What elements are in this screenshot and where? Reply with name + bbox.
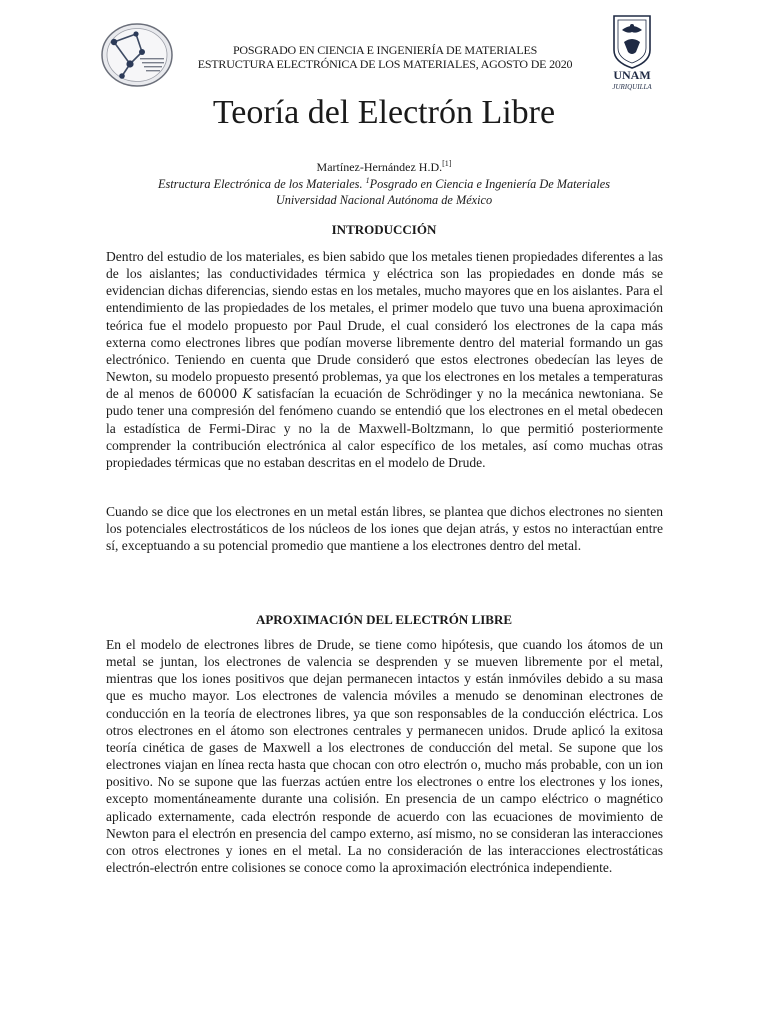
header-course-line: ESTRUCTURA ELECTRÓNICA DE LOS MATERIALES, AGOSTO DE 2020 xyxy=(197,56,573,71)
section-heading-intro: INTRODUCCIÓN xyxy=(331,222,437,237)
author-name: Martínez-Hernández H.D. xyxy=(316,160,443,174)
intro-paragraph-2: Cuando se dice que los electrones en un metal están libres, se plantea que dichos electrones no sienten los potenciales electrostáticos de los núcleos de los iones que dejan atrás, y estos no interactúan entre sí, exceptuando a su potencial promedio que mantiene a los electrones dentro del metal. xyxy=(106,504,663,554)
intro-paragraph-1: Dentro del estudio de los materiales, es bien sabido que los metales tienen propiedades diferentes a las de los aislantes; las conductividades térmica y eléctrica son las propiedades en donde más se evidencian dichas diferencias, siendo estas en los metales, mucho mayores que en los aislantes. Para el entendimiento de las propiedades de los metales, el primer modelo que tuvo una buena aproximación teórica fue el modelo propuesto por Paul Drude, el cual consideró los electrones de la capa más externa como electrones libres que podían moverse libremente dentro del material formando un gas electrónico. Teniendo en cuenta que Drude consideró que estos electrones obedecían las leyes de Newton, su modelo propuesto presentó problemas, ya que los electrones en los metales a temperaturas de al menos de 60000 K satisfacían la ecuación de Schrödinger y no la mecánica newtoniana. Se pudo tener una compresión del fenómeno cuando se entendió que los electrones en el metal obedecen la estadística de Fermi-Dirac y no la de Maxwell-Boltzmann, lo que permitió posteriormente comprender la contribución electrónica al calor específico de los metales, así como muchas otras propiedades térmicas que no estaban descritas en el modelo de Drude. xyxy=(106,249,664,470)
affiliation-line-2: Universidad Nacional Autónoma de México xyxy=(275,192,493,207)
math-number: 60000 xyxy=(197,386,238,402)
author-line xyxy=(0,160,768,175)
header-block xyxy=(175,44,595,71)
institute-seal-logo xyxy=(100,22,174,88)
author-ref: [1] xyxy=(442,159,452,168)
svg-text:JURIQUILLA: JURIQUILLA xyxy=(612,83,652,91)
header-program-line: POSGRADO EN CIENCIA E INGENIERÍA DE MATERIALES xyxy=(232,43,538,57)
affiliation-line-1: Estructura Electrónica de los Materiales. $^1$Posgrado en Ciencia e Ingeniería De Materiales xyxy=(157,175,611,191)
math-unit: K xyxy=(242,386,252,402)
affiliation-block xyxy=(100,177,668,208)
unam-shield-logo xyxy=(606,12,658,92)
paper-title: Teoría del Electrón Libre xyxy=(212,94,556,131)
approximation-paragraph-1: En el modelo de electrones libres de Drude, se tiene como hipótesis, que cuando los átomos de un metal se juntan, los electrones de valencia se desprenden y se mueven libremente por el metal, mientras que los iones positivos que dejan permanecen intactos y están inmóviles debido a su masa que es mucho mayor. Los electrones de valencia móviles a menudo se denominan electrones de conducción en la teoría de electrones libres, ya que son responsables de la conducción eléctrica. Los otros electrones en el átomo son electrones centrales y permanecen unidos. Drude aplicó la exitosa teoría cinética de gases de Maxwell a los electrones de conducción del metal. Se supone que los electrones viajan en línea recta hasta que chocan con otro electrón o, mucho más probable, con un ion positivo. No se supone que las fuerzas actúen entre los electrones o entre los electrones y los iones, excepto momentáneamente durante una colisión. En presencia de un campo eléctrico o magnético aplicado externamente, cada electrón responde de acuerdo con las ecuaciones de movimiento de Newton para el electrón en presencia del campo externo, así mismo, no se consideran las interacciones con otros electrones y iones en el metal. La no consideración de las interacciones electrostáticas electrón-electrón entre colisiones se conoce como la aproximación electrónica independiente. xyxy=(106,637,663,876)
section-heading-approximation: APROXIMACIÓN DEL ELECTRÓN LIBRE xyxy=(255,612,513,627)
svg-text:UNAM: UNAM xyxy=(613,68,651,82)
